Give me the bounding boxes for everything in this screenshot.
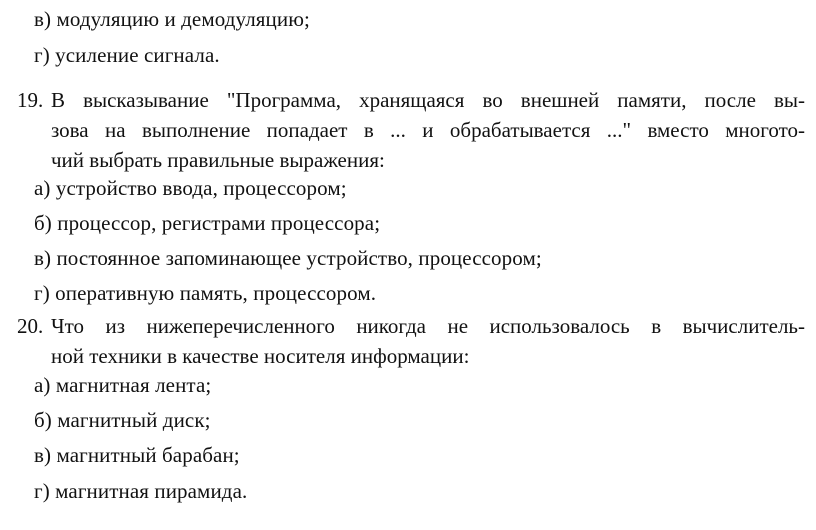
question-19-option-v: в) постоянное запоминающее устройство, процессором; <box>34 246 542 270</box>
question-19-option-a: а) устройство ввода, процессором; <box>34 176 347 200</box>
question-20-option-g: г) магнитная пирамида. <box>34 479 248 503</box>
question-19-option-g: г) оперативную память, процессором. <box>34 281 377 305</box>
question-19-line-1: В высказывание "Программа, хранящаяся во внешней памяти, после вы- <box>51 88 805 112</box>
question-20-line-1: Что из нижеперечисленного никогда не использовалось в вычислитель- <box>51 314 805 338</box>
question-19-line-2: зова на выполнение попадает в ... и обрабатывается ..." вместо многото- <box>51 118 805 142</box>
question-19-option-b: б) процессор, регистрами процессора; <box>34 211 381 235</box>
question-19-text <box>51 85 805 175</box>
question-20-number: 20. <box>17 314 44 338</box>
question-20-option-v: в) магнитный барабан; <box>34 443 240 467</box>
question-20-line-2: ной техники в качестве носителя информации: <box>51 344 470 368</box>
question-19-line-3: чий выбрать правильные выражения: <box>51 148 385 172</box>
question-20-option-b: б) магнитный диск; <box>34 408 211 432</box>
option-prev-g: г) усиление сигнала. <box>34 43 220 67</box>
question-20-text <box>51 311 805 371</box>
question-19-number: 19. <box>17 88 44 112</box>
option-prev-v: в) модуляцию и демодуляцию; <box>34 7 310 31</box>
question-20-option-a: а) магнитная лента; <box>34 373 212 397</box>
